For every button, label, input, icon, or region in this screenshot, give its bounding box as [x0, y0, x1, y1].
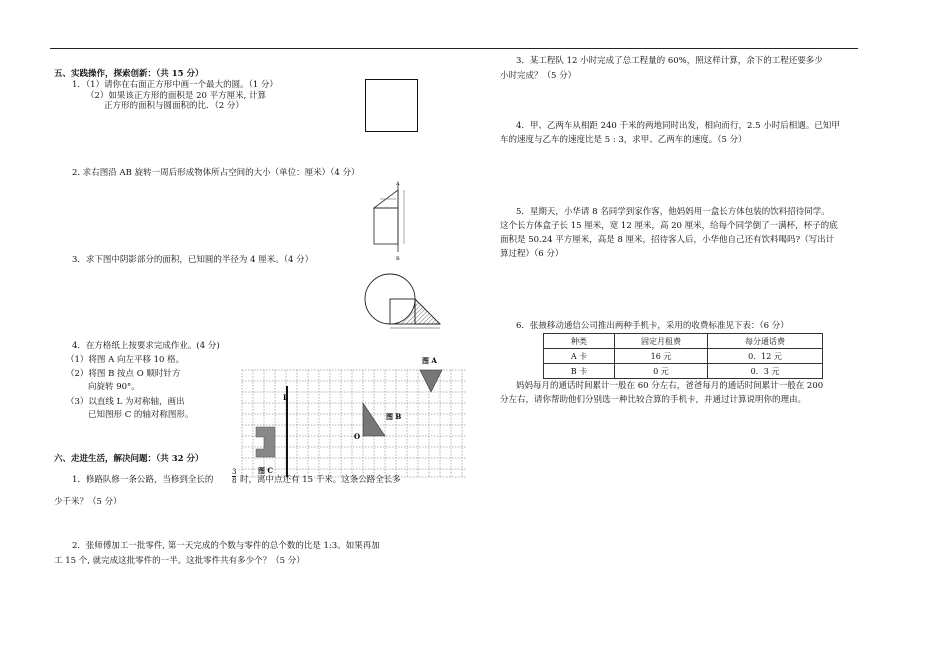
q4-item2-line1: （2）将图 B 按点 O 顺时针方 — [66, 369, 181, 379]
table-cell: 0．12 元 — [708, 349, 823, 364]
q1-part2-line2: 正方形的面积与圆面积的比．（2 分） — [104, 101, 244, 111]
p1-line1-start: 1．修路队修一条公路，当修到全长的 — [72, 475, 214, 485]
cyl-a-label: A — [396, 181, 400, 187]
fee-table-header — [544, 334, 823, 349]
header-type: 种类 — [544, 334, 615, 349]
point-o-label: O — [354, 432, 361, 441]
header-per-minute: 每分通话费 — [708, 334, 823, 349]
q1-part1: 1．（1）请你在右面正方形中画一个最大的圆。（1 分） — [72, 80, 278, 90]
r6-text: 6．张掖移动通信公司推出两种手机卡，采用的收费标准见下表：（6 分） — [516, 321, 789, 331]
r4-line1: 4．甲、乙两车从相距 240 千米的两地同时出发，相向而行，2.5 小时后相遇。已知甲 — [516, 121, 840, 131]
p2-line1: 2．张师傅加工一批零件, 第一天完成的个数与零件的总个数的比是 1:3。如果再加 — [72, 541, 380, 551]
table-cell: 16 元 — [615, 349, 708, 364]
p2-line2: 工 15 个, 就完成这批零件的一半。这批零件共有多少个？（5 分） — [54, 556, 305, 566]
fraction-3-8 — [232, 468, 236, 485]
r6-para-line2: 分左右，请你帮助他们分别选一种比较合算的手机卡，并通过计算说明你的理由。 — [500, 395, 807, 405]
r3-line1: 3．某工程队 12 小时完成了总工程量的 60%，照这样计算，余下的工程还要多少 — [516, 56, 823, 66]
r5-line3: 面积是 50.24 平方厘米，高是 8 厘米，招待客人后，小华他自己还有饮料喝吗?（写出计 — [500, 235, 835, 245]
q4-item1: （1）将图 A 向左平移 10 格。 — [66, 355, 185, 365]
rotation-figure — [360, 180, 420, 260]
section6-title: 六、走进生活，解决问题：（共 32 分） — [54, 454, 204, 464]
r4-line2: 车的速度与乙车的速度比是 5 : 3，求甲、乙两车的速度。（5 分） — [500, 135, 747, 145]
figure-b-shape — [363, 403, 385, 436]
section5-title: 五、实践操作，探索创新：（共 15 分） — [54, 69, 204, 79]
fraction-denominator: 8 — [232, 477, 237, 485]
q4-item3-line2: 已知图形 C 的轴对称图形。 — [88, 410, 194, 420]
r6-para-line1: 妈妈每月的通话时间累计一般在 60 分左右，爸爸每月的通话时间累计一般在 200 — [516, 381, 824, 391]
figure-c-label: 图 C — [258, 466, 274, 475]
table-cell: 0 元 — [615, 364, 708, 379]
table-cell: 0．3 元 — [708, 364, 823, 379]
fraction-numerator: 3 — [232, 468, 237, 476]
table-row — [544, 364, 823, 379]
q3-text: 3．求下图中阴影部分的面积，已知圆的半径为 4 厘米。（4 分） — [72, 255, 314, 265]
r5-line2: 这个长方体盒子长 15 厘米，宽 12 厘米，高 20 厘米，给每个同学倒了一满杯，杯子的底 — [500, 221, 838, 231]
r5-line1: 5．星期天，小华请 8 名同学到家作客，他妈妈用一盒长方体包装的饮料招待同学。 — [516, 207, 830, 217]
circle-shaded-figure — [360, 272, 450, 334]
q1-part2-line1: （2）如果该正方形的面积是 20 平方厘米, 计算 — [86, 91, 267, 101]
r3-line2: 小时完成？（5 分） — [500, 71, 577, 81]
q4-text: 4．在方格纸上按要求完成作业。(4 分) — [72, 341, 220, 351]
top-rule — [50, 48, 858, 49]
table-cell: B 卡 — [544, 364, 615, 379]
header-monthly: 固定月租费 — [615, 334, 708, 349]
square-figure — [365, 79, 418, 132]
r5-line4: 算过程）（6 分） — [500, 249, 564, 259]
cyl-b-label: B — [396, 256, 400, 262]
table-cell: A 卡 — [544, 349, 615, 364]
fee-table — [543, 333, 823, 379]
figure-a-label: 图 A — [422, 356, 437, 365]
q4-item2-line2: 向旋转 90°。 — [88, 382, 140, 392]
figure-b-label: 图 B — [386, 412, 402, 421]
p1-line2: 少千米？（5 分） — [54, 497, 122, 507]
q4-item3-line1: （3）以直线 L 为对称轴，画出 — [66, 397, 185, 407]
line-l-label: L — [283, 393, 288, 402]
grid-paper — [242, 356, 470, 480]
table-row — [544, 349, 823, 364]
q2-text: 2. 求右图沿 AB 旋转一周后形成物体所占空间的大小（单位：厘米）（4 分） — [72, 168, 360, 178]
figure-c-shape — [256, 427, 275, 457]
p1-line1-end: 时，离中点还有 15 千米。这条公路全长多 — [240, 475, 401, 485]
